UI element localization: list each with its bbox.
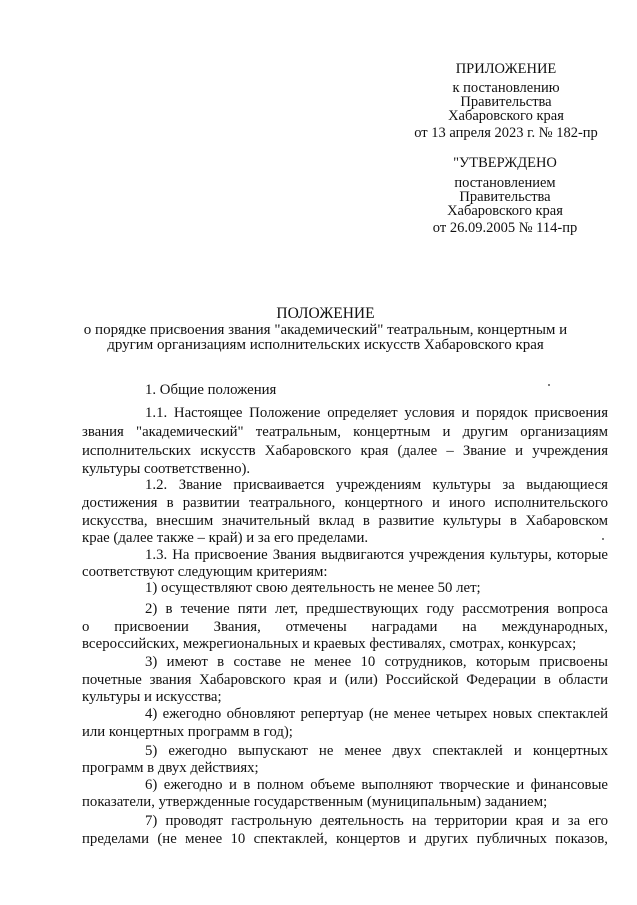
paragraph-line: показатели, утвержденные государственным (муниципальным) заданием; [82, 794, 548, 810]
criterion-item: 7) проводят гастрольную деятельность на территории края и за его [145, 813, 608, 829]
paragraph-line: пределами (не менее 10 спектаклей, концертов и других публичных показов, [82, 831, 608, 847]
paragraph-line: 1.3. На присвоение Звания выдвигаются учреждения культуры, которые [145, 547, 608, 563]
paragraph-line: достижения в развитии театрального, концертного и иного исполнительского [82, 495, 608, 511]
paragraph-line: 1.2. Звание присваивается учреждениям культуры за выдающиеся [145, 477, 608, 493]
paragraph-line: культуры и искусства; [82, 689, 222, 705]
document-subtitle-line-2: другим организациям исполнительских искусств Хабаровского края [107, 337, 544, 353]
criterion-item: 1) осуществляют свою деятельность не менее 50 лет; [145, 580, 481, 596]
paragraph-line: крае (далее также – край) и за его пределами. [82, 530, 369, 546]
approved-line: Правительства [459, 189, 551, 205]
paragraph-line: почетные звания Хабаровского края и (или) Российской Федерации в области [82, 672, 608, 688]
document-title: ПОЛОЖЕНИЕ [276, 305, 375, 322]
paragraph-line: или концертных программ в год); [82, 724, 293, 740]
paragraph-line: соответствуют следующим критериям: [82, 564, 328, 580]
criterion-item: 4) ежегодно обновляют репертуар (не менее четырех новых спектаклей [145, 706, 608, 722]
appendix-heading: ПРИЛОЖЕНИЕ [455, 61, 557, 77]
paragraph-line: всероссийских, межрегиональных и краевых фестивалях, смотрах, конкурсах; [82, 636, 577, 652]
approved-heading: "УТВЕРЖДЕНО [453, 155, 557, 171]
appendix-line: Хабаровского края [448, 108, 564, 124]
approved-line: постановлением [454, 175, 556, 191]
paragraph-line: 1.1. Настоящее Положение определяет условия и порядок присвоения [145, 405, 608, 421]
document-subtitle-line-1: о порядке присвоения звания "академический" театральным, концертным и [83, 322, 568, 338]
criterion-item: 3) имеют в составе не менее 10 сотрудников, которым присвоены [145, 654, 608, 670]
appendix-date-number: от 13 апреля 2023 г. № 182-пр [414, 125, 598, 141]
scan-speck [602, 538, 604, 540]
approved-line: Хабаровского края [447, 203, 563, 219]
criterion-item: 2) в течение пяти лет, предшествующих году рассмотрения вопроса [145, 601, 608, 617]
appendix-line: Правительства [460, 94, 552, 110]
section-heading: 1. Общие положения [145, 382, 277, 398]
paragraph-line: программ в двух действиях; [82, 760, 259, 776]
paragraph-line: о присвоении Звания, отмечены наградами на международных, [82, 619, 608, 635]
paragraph-line: исполнительских искусств Хабаровского края (далее – Звание и учреждения [82, 443, 608, 459]
paragraph-line: культуры соответственно). [82, 461, 251, 477]
criterion-item: 5) ежегодно выпускают не менее двух спектаклей и концертных [145, 743, 608, 759]
criterion-item: 6) ежегодно и в полном объеме выполняют творческие и финансовые [145, 777, 608, 793]
paragraph-line: искусства, внесшим значительный вклад в развитие культуры в Хабаровском [82, 513, 608, 529]
paragraph-line: звания "академический" театральным, концертным и другим организациям [82, 424, 608, 440]
scan-speck [548, 384, 550, 386]
approved-date-number: от 26.09.2005 № 114-пр [432, 220, 578, 236]
appendix-line: к постановлению [452, 80, 560, 96]
